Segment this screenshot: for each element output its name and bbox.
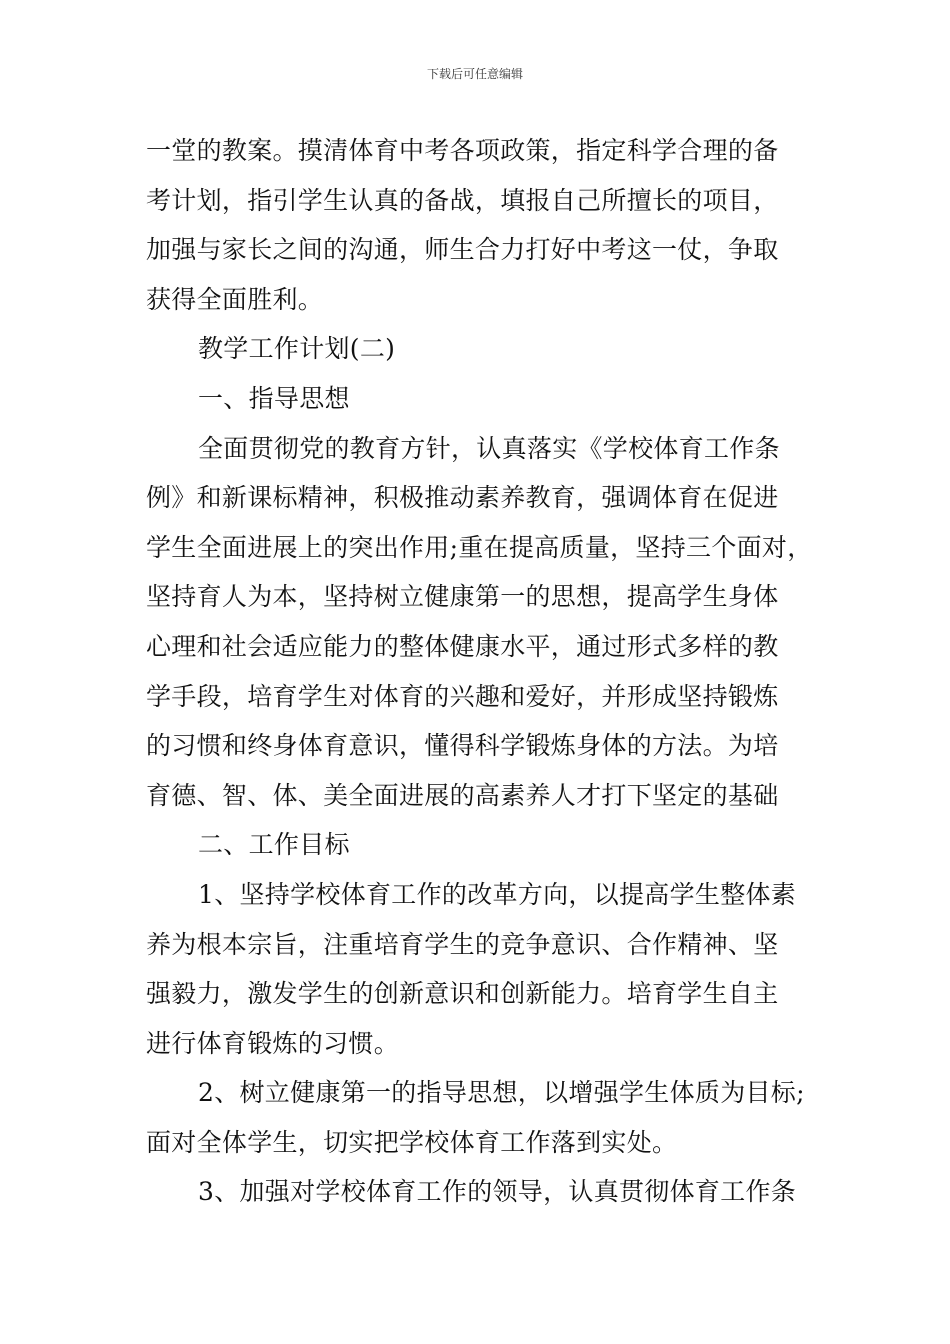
text-line: 加强与家长之间的沟通，师生合力打好中考这一仗，争取 [146, 235, 779, 265]
document-body [146, 126, 814, 1217]
text-line: 1、坚持学校体育工作的改革方向，以提高学生整体素 [198, 879, 797, 909]
text-line: 全面贯彻党的教育方针，认真落实《学校体育工作条 [198, 433, 780, 463]
text-line: 3、加强对学校体育工作的领导，认真贯彻体育工作条 [198, 1177, 797, 1207]
text-line: 养为根本宗旨，注重培育学生的竞争意识、合作精神、坚 [146, 929, 779, 959]
text-line: 强毅力，激发学生的创新意识和创新能力。培育学生自主 [146, 979, 779, 1009]
text-line: 学生全面进展上的突出作用;重在提高质量，坚持三个面对， [146, 532, 813, 562]
section-title: 教学工作计划(二) [198, 334, 396, 364]
text-line: 面对全体学生，切实把学校体育工作落到实处。 [146, 1127, 678, 1157]
text-line: 的习惯和终身体育意识，懂得科学锻炼身体的方法。为培 [146, 731, 779, 761]
text-line: 获得全面胜利。 [146, 284, 324, 314]
text-line: 一堂的教案。摸清体育中考各项政策，指定科学合理的备 [146, 136, 779, 165]
text-line: 学手段，培育学生对体育的兴趣和爱好，并形成坚持锻炼 [146, 681, 779, 711]
text-line: 2、树立健康第一的指导思想，以增强学生体质为目标; [198, 1078, 805, 1108]
text-line: 进行体育锻炼的习惯。 [146, 1028, 400, 1058]
text-line: 坚持育人为本，坚持树立健康第一的思想，提高学生身体 [146, 582, 779, 612]
section-heading: 一、指导思想 [198, 383, 350, 413]
text-line: 例》和新课标精神，积极推动素养教育，强调体育在促进 [146, 483, 779, 513]
text-line: 考计划，指引学生认真的备战，填报自己所擅长的项目， [146, 185, 779, 215]
text-line: 育德、智、体、美全面进展的高素养人才打下坚定的基础 [146, 780, 779, 810]
section-heading: 二、工作目标 [198, 830, 350, 860]
page-header: 下载后可任意编辑 [426, 67, 523, 81]
text-line: 心理和社会适应能力的整体健康水平，通过形式多样的教 [146, 631, 779, 661]
